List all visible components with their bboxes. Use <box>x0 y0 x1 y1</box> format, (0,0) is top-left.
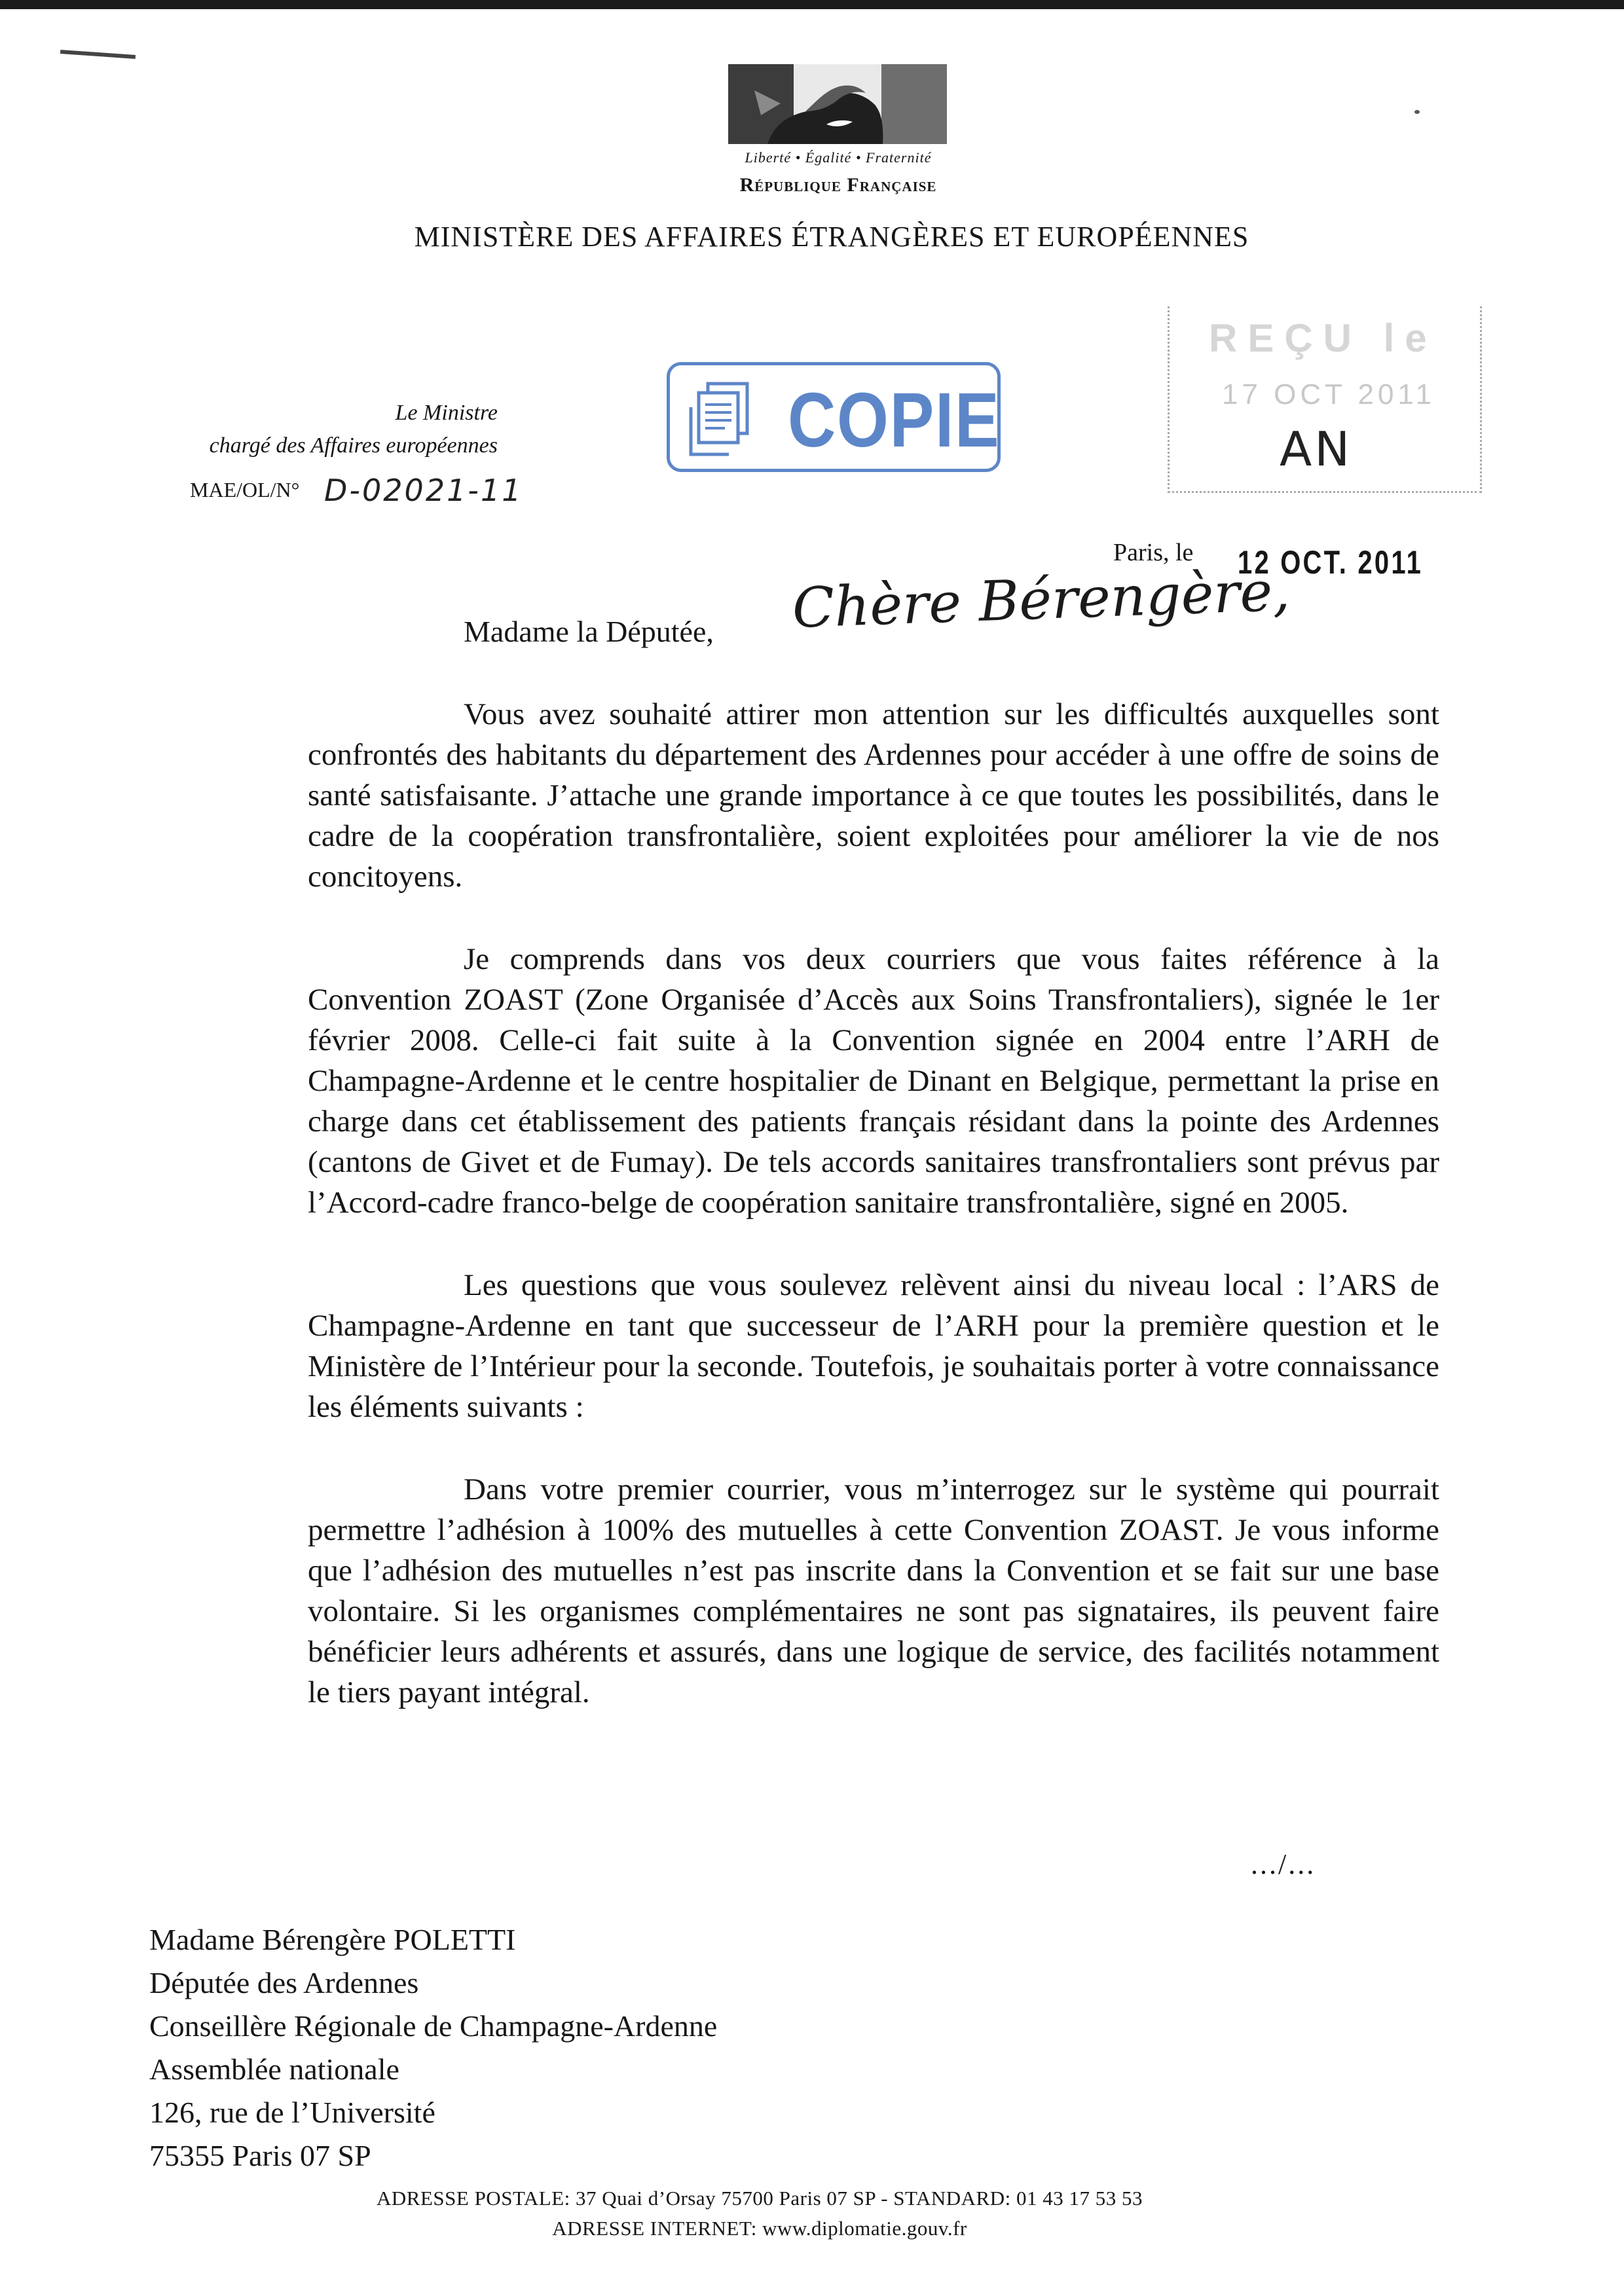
body-paragraph: Je comprends dans vos deux courriers que vous faites référence à la Convention ZOAST (Zone Organisée d’Accès aux Soins Transfrontaliers), signée le 1er février 2008. Celle-ci fait suite à la Convention signée en 2004 entre l’ARH de Champagne-Ardenne et le centre hospitalier de Dinant en Belgique, permettant la prise en charge dans cet établissement des patients français résidant dans la pointe des Ardennes (cantons de Givet et de Fumay). De tels accords sanitaires transfrontaliers sont prévus par l’Accord-cadre franco-belge de coopération sanitaire transfrontalière, signé en 2005. <box>308 942 1439 1220</box>
footer-website: ADRESSE INTERNET: www.diplomatie.gouv.fr <box>552 2217 967 2240</box>
republic-name: République Française <box>739 174 937 196</box>
received-annotation-handwritten: AN <box>1280 422 1353 477</box>
received-stamp-date: 17 OCT 2011 <box>1222 378 1436 410</box>
body-paragraph: Dans votre premier courrier, vous m’interrogez sur le système qui pourrait permettre l’adhésion à 100% des mutuelles à cette Convention ZOAST. Je vous informe que l’adhésion des mutuelles n’est pas inscrite dans la Convention et se fait sur une base volontaire. Si les organismes complémentaires ne sont pas signataires, ils peuvent faire bénéficier leurs adhérents et assurés, dans une logique de service, des facilités notamment le tiers payant intégral. <box>308 1472 1439 1709</box>
reference-label: MAE/OL/N° <box>190 478 300 501</box>
scan-top-edge <box>0 0 1624 9</box>
continuation-mark: .../... <box>1251 1848 1316 1880</box>
sender-portfolio: chargé des Affaires européennes <box>209 433 498 458</box>
date-stamp: 12 OCT. 2011 <box>1238 544 1424 581</box>
republic-motto: Liberté • Égalité • Fraternité <box>745 149 932 166</box>
recipient-address <box>149 1918 1066 2178</box>
marianne-logo <box>728 64 947 144</box>
address-line: Conseillère Régionale de Champagne-Ardenne <box>149 2009 718 2043</box>
address-line: Assemblée nationale <box>149 2052 399 2086</box>
address-line: 75355 Paris 07 SP <box>149 2139 371 2172</box>
handwritten-greeting: Chère Bérengère, <box>791 558 1291 640</box>
date-label: Paris, le <box>1113 539 1194 566</box>
address-line: Madame Bérengère POLETTI <box>149 1923 516 1956</box>
body-paragraph: Vous avez souhaité attirer mon attention sur les difficultés auxquelles sont confrontés des habitants du département des Ardennes pour accéder à une offre de soins de santé satisfaisante. J’attache une grande importance à ce que toutes les possibilités, dans le cadre de la coopération transfrontalière, soient exploitées pour améliorer la vie de nos concitoyens. <box>308 697 1439 894</box>
scan-mark <box>60 50 136 59</box>
copie-stamp-text: COPIE <box>788 377 1001 464</box>
address-line: Députée des Ardennes <box>149 1966 419 1999</box>
ministry-name: MINISTÈRE DES AFFAIRES ÉTRANGÈRES ET EUROPÉENNES <box>414 221 1249 253</box>
reference-number-handwritten: D-02021-11 <box>324 473 523 508</box>
received-stamp <box>1168 306 1482 493</box>
scan-speck <box>1414 110 1420 114</box>
salutation: Madame la Députée, <box>464 615 714 648</box>
sender-block <box>131 397 498 462</box>
footer <box>196 2183 1323 2244</box>
address-line: 126, rue de l’Université <box>149 2096 435 2129</box>
copie-stamp <box>667 362 1001 472</box>
letter-body <box>308 694 1439 1755</box>
received-stamp-word: REÇU le <box>1209 316 1437 360</box>
footer-postal-address: ADRESSE POSTALE: 37 Quai d’Orsay 75700 Paris 07 SP - STANDARD: 01 43 17 53 53 <box>377 2187 1143 2210</box>
documents-icon <box>688 381 754 457</box>
body-paragraph: Les questions que vous soulevez relèvent ainsi du niveau local : l’ARS de Champagne-Ardenne en tant que successeur de l’ARH pour la première question et le Ministère de l’Intérieur pour la seconde. Toutefois, je souhaitais porter à votre connaissance les éléments suivants : <box>308 1268 1439 1424</box>
sender-title: Le Ministre <box>395 401 498 425</box>
